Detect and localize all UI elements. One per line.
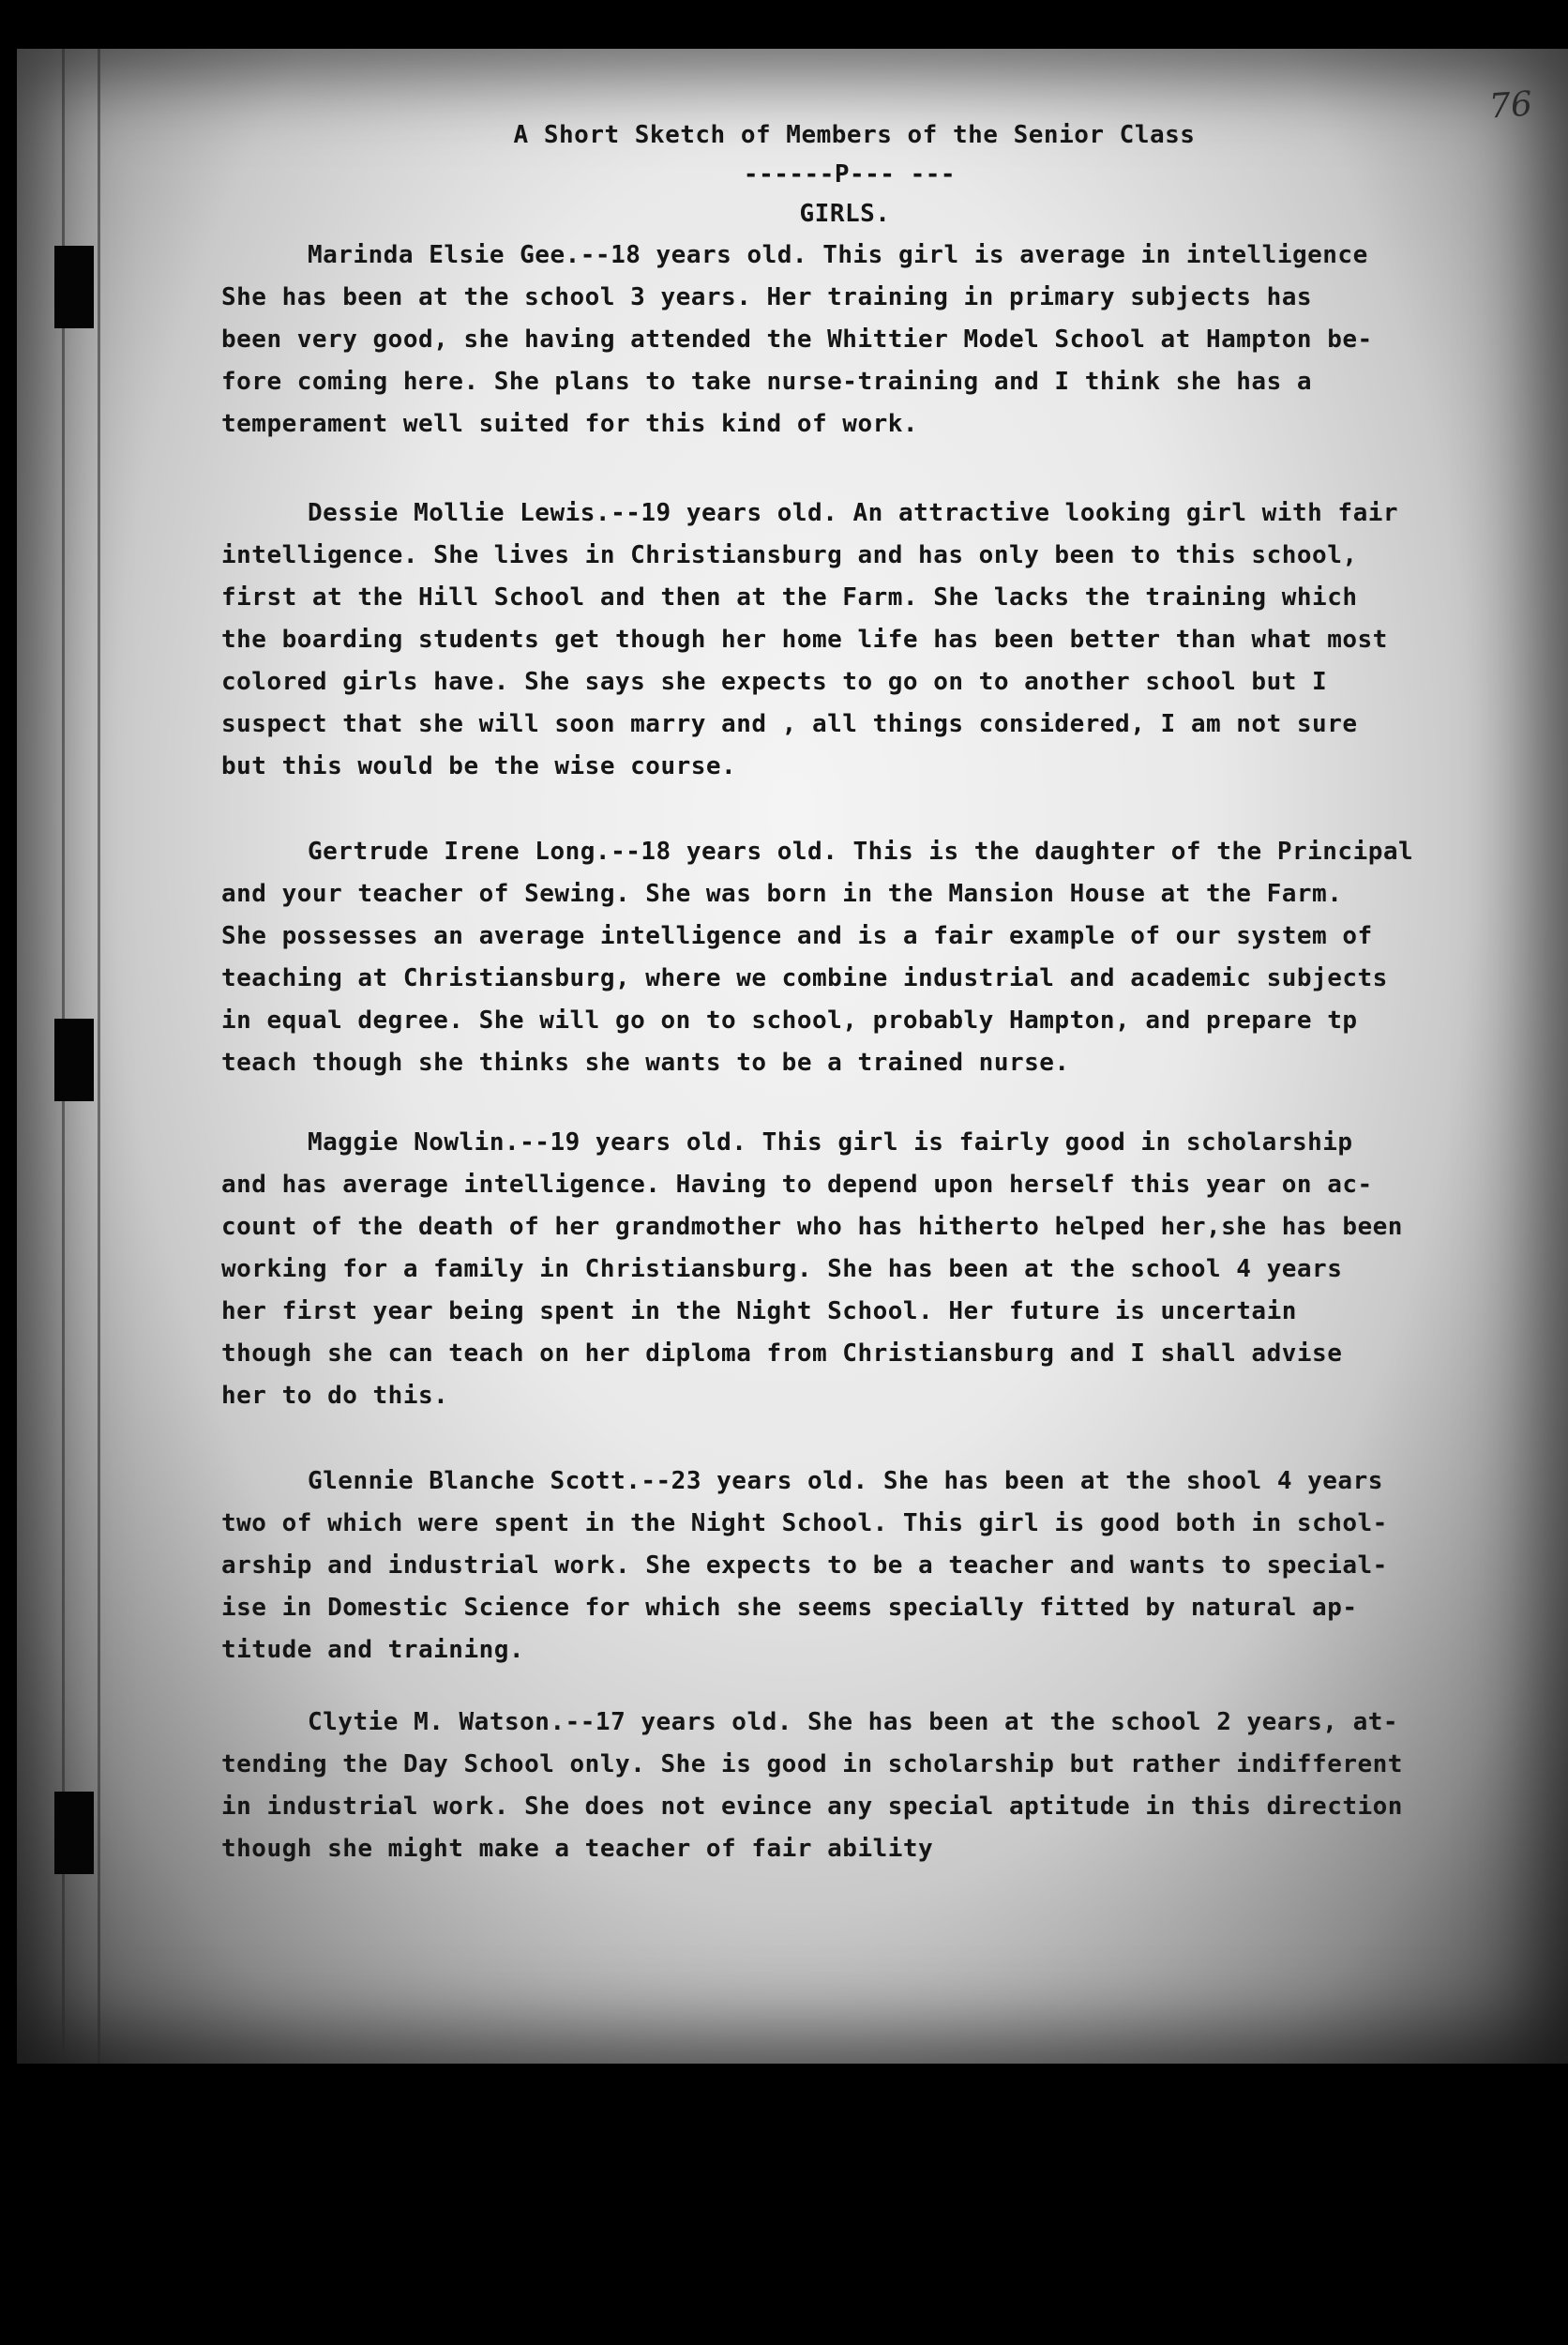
- page-subtitle: ------P--- ---: [743, 160, 957, 189]
- entry-text: Clytie M. Watson.--17 years old. She has been at the school 2 years, at- tending the Day School only. She is good in scholarship but rather indifferent in industrial work. She does not evince any special aptitude in this direction though she might make a teacher of fair ability: [221, 1708, 1403, 1863]
- page-title: A Short Sketch of Members of the Senior Class: [513, 121, 1196, 149]
- student-entry: [221, 831, 1553, 1084]
- entry-text: Dessie Mollie Lewis.--19 years old. An attractive looking girl with fair intelligence. She lives in Christiansburg and has only been to this school, first at the Hill School and then at the Farm. She lacks the training which the boarding students get though her home life has been better than what most colored girls have. She says she expects to go on to another school but I suspect that she will soon marry and , all things considered, I am not sure but this would be the wise course.: [221, 499, 1399, 780]
- student-entry: [221, 1460, 1553, 1672]
- punch-hole: [54, 1792, 94, 1874]
- section-heading: GIRLS.: [799, 200, 891, 228]
- student-entry: [221, 1702, 1553, 1870]
- student-entry: [221, 1122, 1553, 1417]
- entry-text: Gertrude Irene Long.--18 years old. This is the daughter of the Principal and your teacher of Sewing. She was born in the Mansion House at the Farm. She possesses an average intelligence and is a fair example of our system of teaching at Christiansburg, where we combine industrial and academic subjects in equal degree. She will go on to school, probably Hampton, and prepare tp teach though she thinks she wants to be a trained nurse.: [221, 838, 1414, 1077]
- page-edge-line: [98, 49, 100, 2064]
- page-number: 76: [1487, 84, 1534, 127]
- document-page: [17, 49, 1568, 2064]
- typed-text-body: [221, 114, 1553, 1870]
- student-entry: [221, 492, 1553, 788]
- entry-text: Glennie Blanche Scott.--23 years old. She has been at the shool 4 years two of which were spent in the Night School. This girl is good both in schol- arship and industrial work. She expects to be a teacher and wants to special- ise in Domestic Science for which she seems specially fitted by natural ap- titude and training.: [221, 1467, 1388, 1664]
- entry-text: Marinda Elsie Gee.--18 years old. This girl is average in intelligence She has been at the school 3 years. Her training in primary subjects has been very good, she having attended the Whittier Model School at Hampton be- fore coming here. She plans to take nurse-training and I think she has a temperament well suited for this kind of work.: [221, 241, 1373, 438]
- student-entry: [221, 234, 1553, 446]
- entry-text: Maggie Nowlin.--19 years old. This girl is fairly good in scholarship and has average intelligence. Having to depend upon herself this year on ac- count of the death of her grandmother who has hitherto helped her,she has been working for a family in Christiansburg. She has been at the school 4 years her first year being spent in the Night School. Her future is uncertain though she can teach on her diploma from Christiansburg and I shall advise her to do this.: [221, 1128, 1403, 1410]
- punch-hole: [54, 1019, 94, 1101]
- punch-hole: [54, 246, 94, 328]
